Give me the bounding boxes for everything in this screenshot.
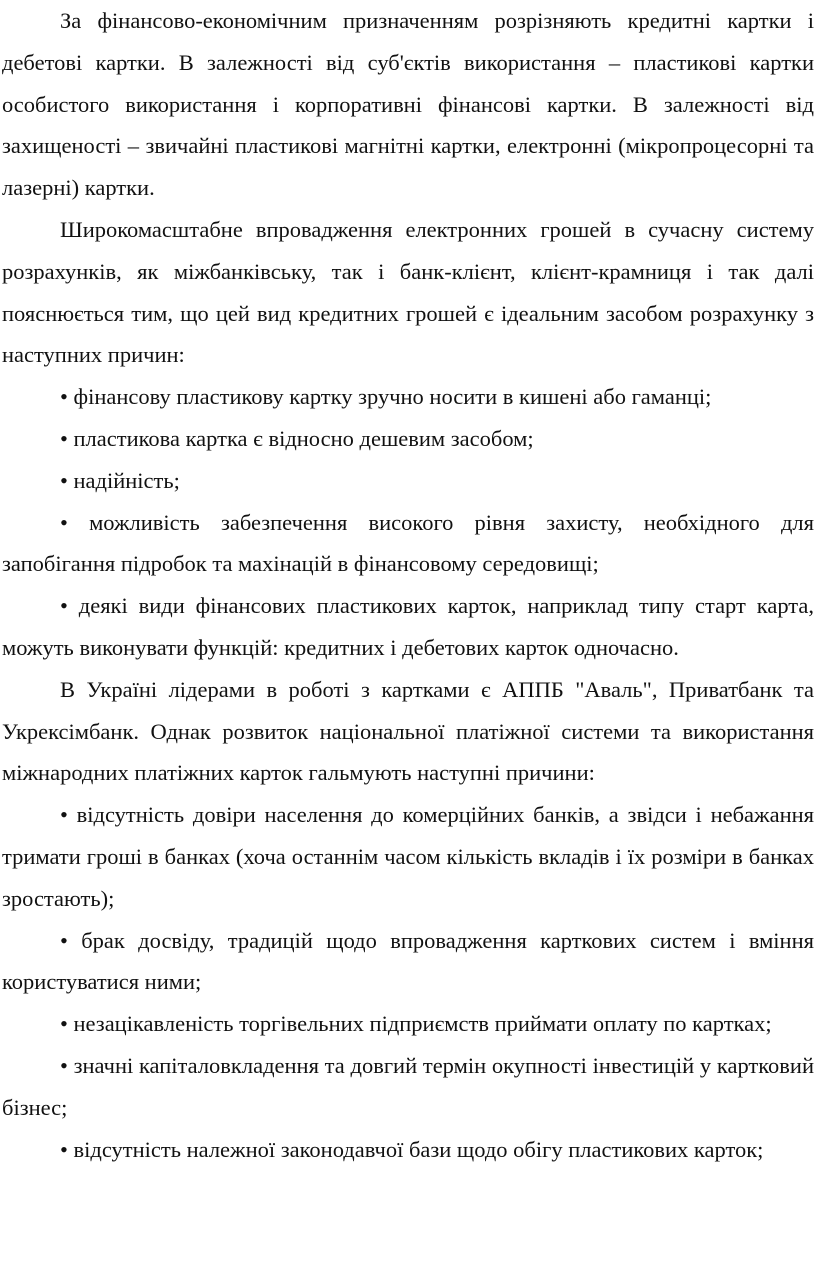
bullet-legal-framework: • відсутність належної законодавчої бази щодо обігу пластикових карток;: [60, 1136, 764, 1162]
bullet-cheap-means: • пластикова картка є відносно дешевим засобом;: [60, 425, 534, 451]
bullet-high-protection: • можливість забезпечення високого рівня захисту, необхідного для запобігання підробок та махінацій в фінансовому середовищі;: [2, 509, 814, 577]
paragraph-electronic-money-reasons: Широкомасштабне впровадження електронних грошей в сучасну систему розрахунків, як міжбанківську, так і банк-клієнт, клієнт-крамниця і так далі пояснюється тим, що цей вид кредитних грошей є ідеальним засобом розрахунку з наступних причин:: [2, 216, 814, 368]
paragraph-ukraine-leaders: В Україні лідерами в роботі з картками є АППБ "Аваль", Приватбанк та Укрексімбанк. Однак розвиток національної платіжної системи та використання міжнародних платіжних карток гальмують наступні причини:: [2, 676, 814, 786]
paragraph-card-classification: За фінансово-економічним призначенням розрізняють кредитні картки і дебетові картки. В залежності від суб'єктів використання – пластикові картки особистого використання і корпоративні фінансові картки. В залежності від захищеності – звичайні пластикові магнітні картки, електронні (мікропроцесорні та лазерні) картки.: [2, 8, 814, 201]
bullet-start-card: • деякі види фінансових пластикових карток, наприклад типу старт карта, можуть виконувати функцій: кредитних і дебетових карток одночасно.: [2, 593, 814, 660]
bullet-lack-of-trust: • відсутність довіри населення до комерційних банків, а звідси і небажання тримати гроші в банках (хоча останнім часом кількість вкладів і їх розміри в банках зростають);: [2, 802, 814, 911]
bullet-convenient-carry: • фінансову пластикову картку зручно носити в кишені або гаманці;: [60, 384, 712, 410]
bullet-reliability: • надійність;: [60, 467, 180, 493]
bullet-merchant-disinterest: • незацікавленість торгівельних підприємств приймати оплату по картках;: [60, 1011, 772, 1037]
bullet-lack-of-experience: • брак досвіду, традицій щодо впровадження карткових систем і вміння користуватися ними;: [2, 927, 814, 995]
bullet-capital-investment: • значні капіталовкладення та довгий термін окупності інвестицій у картковий бізнес;: [2, 1052, 814, 1120]
